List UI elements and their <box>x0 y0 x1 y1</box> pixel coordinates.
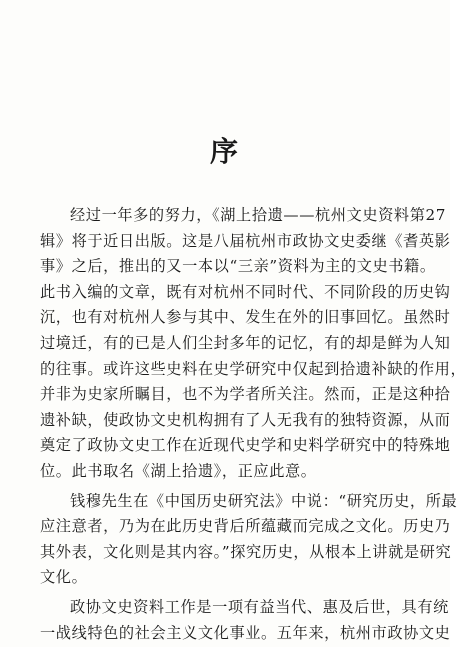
text-line: 事》之后，推出的又一本以“三亲”资料为主的文史书籍。 <box>40 257 436 276</box>
paragraph-1 <box>40 203 466 485</box>
text-line: 此书入编的文章，既有对杭州不同时代、不同阶段的历史钩 <box>40 282 451 301</box>
text-line: 过境迁，有的已是人们尘封多年的记忆，有的却是鲜为人知 <box>40 333 451 352</box>
text-line: 文化。 <box>40 568 88 587</box>
text-line: 并非为史家所瞩目，也不为学者所关注。然而，正是这种拾 <box>40 385 451 404</box>
text-line: 钱穆先生在《中国历史研究法》中说：“研究历史，所最 <box>70 491 458 510</box>
paragraph-2 <box>40 489 458 591</box>
body-text <box>40 203 466 650</box>
text-line: 经过一年多的努力，《湖上拾遗——杭州文史资料第27 <box>70 206 447 224</box>
page-title: 序 <box>209 135 240 168</box>
text-line: 沉，也有对杭州人参与其中、发生在外的旧事回忆。虽然时 <box>40 308 451 327</box>
text-line: 的往事。或许这些史料在史学研究中仅起到拾遗补缺的作用， <box>40 359 466 378</box>
text-line: 一战线特色的社会主义文化事业。五年来，杭州市政协文史 <box>40 623 451 642</box>
text-line: 遗补缺，使政协文史机构拥有了人无我有的独特资源，从而 <box>40 410 451 429</box>
text-line: 政协文史资料工作是一项有益当代、惠及后世，具有统 <box>70 597 449 616</box>
text-line: 位。此书取名《湖上拾遗》，正应此意。 <box>40 461 317 480</box>
text-line: 应注意者，乃为在此历史背后所蕴藏而完成之文化。历史乃 <box>40 517 451 536</box>
text-line: 辑》将于近日出版。这是八届杭州市政协文史委继《耆英影 <box>40 231 451 250</box>
text-line: 奠定了政协文史工作在近现代史学和史料学研究中的特殊地 <box>40 436 451 455</box>
paragraph-3 <box>40 595 451 646</box>
text-line: 其外表，文化则是其内容。”探究历史，从根本上讲就是研究 <box>40 542 452 561</box>
